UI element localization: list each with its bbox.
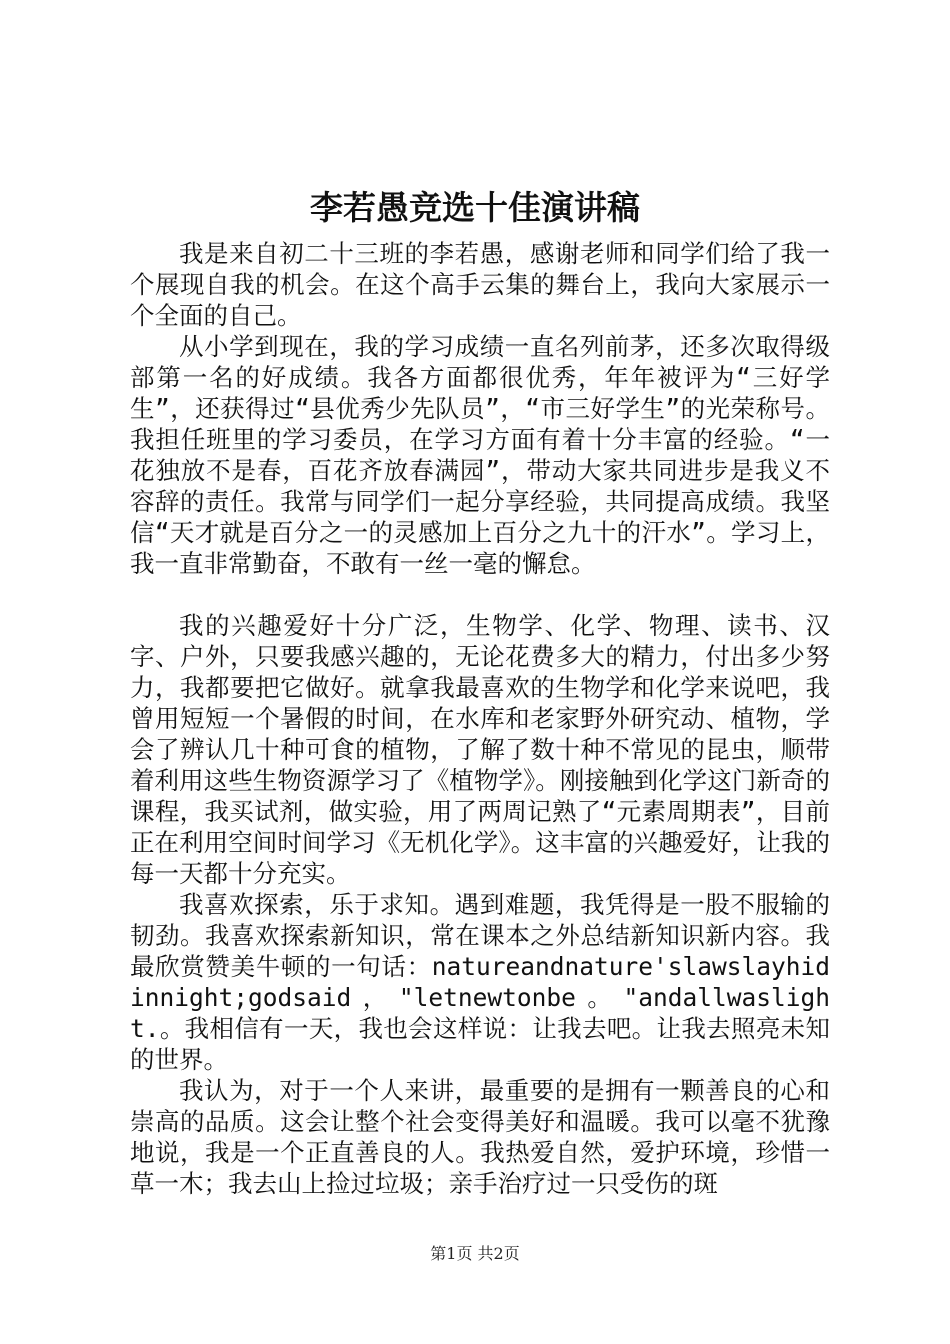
paragraph-1: 我是来自初二十三班的李若愚，感谢老师和同学们给了我一个展现自我的机会。在这个高手云集的舞台上，我向大家展示一个全面的自己。 (130, 239, 830, 330)
paragraph-2: 从小学到现在，我的学习成绩一直名列前茅，还多次取得级部第一名的好成绩。我各方面都很优秀，年年被评为“三好学生”，还获得过“县优秀少先队员”，“市三好学生”的光荣称号。我担任班里的学习委员，在学习方面有着十分丰富的经验。“一花独放不是春，百花齐放春满园”，带动大家共同进步是我义不容辞的责任。我常与同学们一起分享经验，共同提高成绩。我坚信“天才就是百分之一的灵感加上百分之九十的汗水”。学习上，我一直非常勤奋，不敢有一丝一毫的懈怠。 (130, 332, 830, 578)
page-number-footer: 第1页 共2页 (430, 1244, 520, 1263)
document-body (130, 238, 830, 1199)
paragraph-3: 我的兴趣爱好十分广泛，生物学、化学、物理、读书、汉字、户外，只要我感兴趣的，无论花费多大的精力，付出多少努力，我都要把它做好。就拿我最喜欢的生物学和化学来说吧，我曾用短短一个暑假的时间，在水库和老家野外研究动、植物，学会了辨认几十种可食的植物，了解了数十种不常见的昆虫，顺带着利用这些生物资源学习了《植物学》。刚接触到化学这门新奇的课程，我买试剂，做实验，用了两周记熟了“元素周期表”，目前正在利用空间时间学习《无机化学》。这丰富的兴趣爱好，让我的每一天都十分充实。 (130, 611, 830, 888)
paragraph-5: 我认为，对于一个人来讲，最重要的是拥有一颗善良的心和崇高的品质。这会让整个社会变得美好和温暖。我可以毫不犹豫地说，我是一个正直善良的人。我热爱自然，爱护环境，珍惜一草一木；我去山上捡过垃圾；亲手治疗过一只受伤的斑 (130, 1076, 830, 1198)
paragraph-4: 我喜欢探索，乐于求知。遇到难题，我凭得是一股不服输的韧劲。我喜欢探索新知识，常在课本之外总结新知识新内容。我最欣赏赞美牛顿的一句话：natureandnature'slawslayhidinnight;godsaid，"letnewtonbe。"andallwaslight.。我相信有一天，我也会这样说：让我去吧。让我去照亮未知的世界。 (130, 890, 830, 1074)
document-title: 李若愚竞选十佳演讲稿 (310, 188, 640, 227)
